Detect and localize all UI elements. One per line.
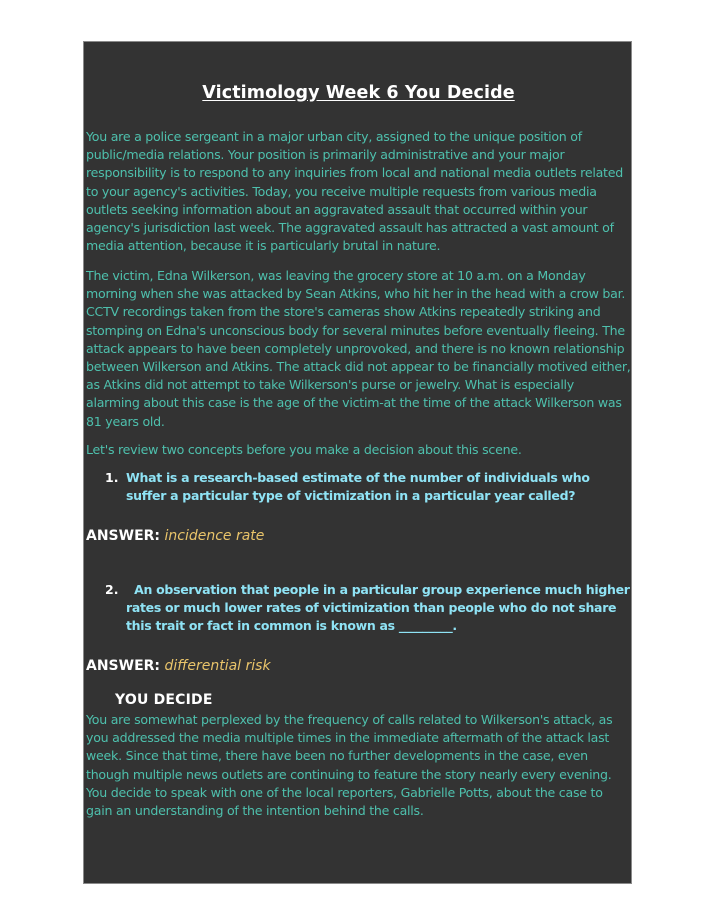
question-2-number: 2. [105, 582, 119, 597]
answer-1 [86, 528, 264, 544]
closing-paragraph: You are somewhat perplexed by the frequency of calls related to Wilkerson's attack, as you addressed the media multiple times in the immediate aftermath of the attack last week. Since that time, there have been no further developments in the case, even though multiple news outlets are continuing to feature the story nearly every evening. You decide to speak with one of the local reporters, Gabrielle Potts, about the case to gain an understanding of the intention behind the calls. [86, 712, 613, 819]
answer-1-value: incidence rate [164, 528, 265, 544]
question-1-text: What is a research-based estimate of the number of individuals who suffer a particular type of victimization in a particular year called? [126, 470, 590, 504]
victim-paragraph: The victim, Edna Wilkerson, was leaving the grocery store at 10 a.m. on a Monday morning when she was attacked by Sean Atkins, who hit her in the head with a crow bar. CCTV recordings taken from the store's cameras show Atkins repeatedly striking and stomping on Edna's unconscious body for several minutes before eventually fleeing. The attack appears to have been completely unprovoked, and there is no known relationship between Wilkerson and Atkins. The attack did not appear to be financially motived either, as Atkins did not attempt to take Wilkerson's purse or jewelry. What is especially alarming about this case is the age of the victim-at the time of the attack Wilkerson was 81 years old. [86, 268, 631, 429]
answer-2-label: ANSWER: [86, 658, 161, 674]
review-line: Let's review two concepts before you make a decision about this scene. [86, 442, 522, 457]
document-title: Victimology Week 6 You Decide [202, 83, 515, 103]
you-decide-heading: YOU DECIDE [115, 692, 213, 708]
intro-paragraph: You are a police sergeant in a major urban city, assigned to the unique position of public/media relations. Your position is primarily administrative and your major responsibility is to respond to any inquiries from local and national media outlets related to your agency's activities. Today, you receive multiple requests from various media outlets seeking information about an aggravated assault that occurred within your agency's jurisdiction last week. The aggravated assault has attracted a vast amount of media attention, because it is particularly brutal in nature. [86, 129, 623, 254]
question-2-text: An observation that people in a particular group experience much higher rates or much lower rates of victimization than people who do not share this trait or fact in common is known as _________. [126, 582, 634, 634]
answer-2-value: differential risk [164, 658, 271, 674]
document-page [83, 41, 632, 884]
answer-1-label: ANSWER: [86, 528, 161, 544]
answer-2 [86, 658, 271, 674]
question-1-number: 1. [105, 470, 119, 485]
